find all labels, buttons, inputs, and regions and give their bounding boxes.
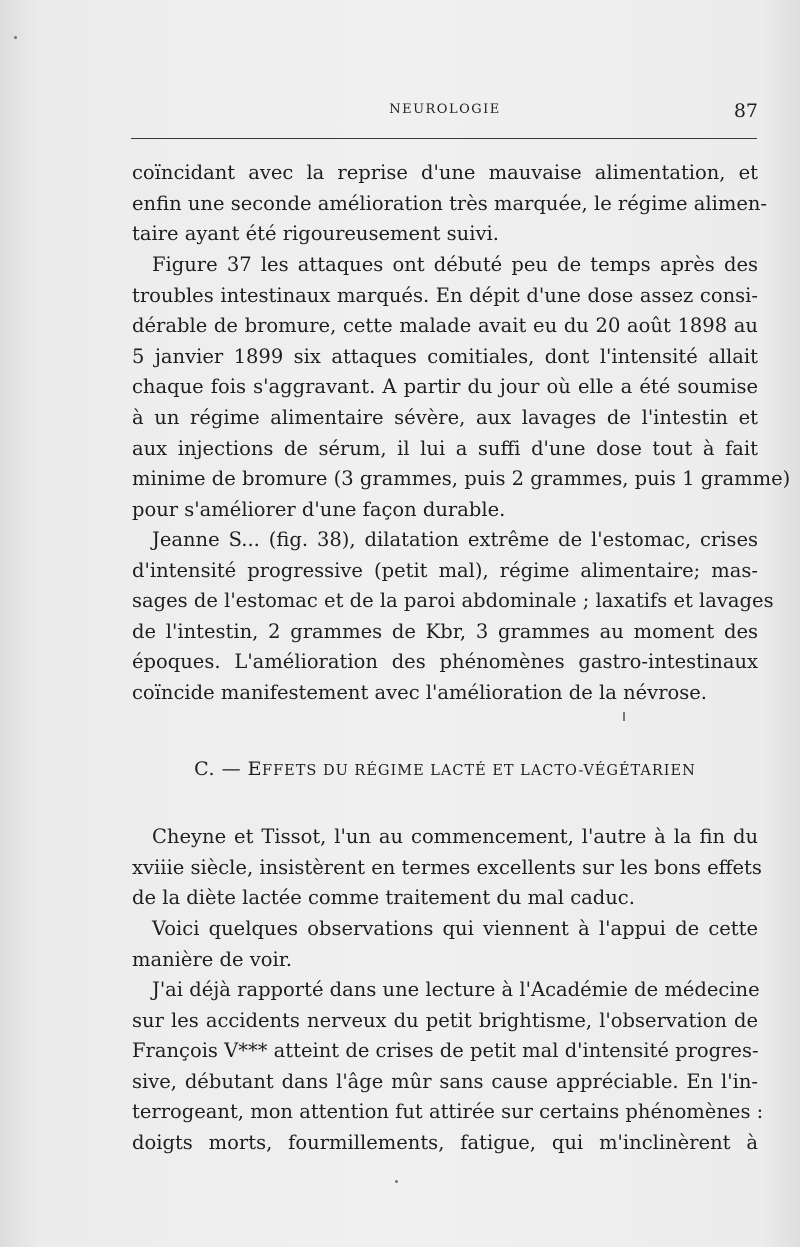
text-line: Voici quelques observations qui viennent à l'appui de cette <box>152 917 758 940</box>
text-line: xviiie siècle, insistèrent en termes excellents sur les bons effets <box>132 855 762 879</box>
paragraph-continuation <box>132 158 768 250</box>
section-heading-initial: E <box>247 758 263 780</box>
text-line: sive, débutant dans l'âge mûr sans cause appréciable. En l'in- <box>132 1069 758 1093</box>
running-title: NEUROLOGIE <box>389 102 501 117</box>
section-heading-title: FFETS DU RÉGIME LACTÉ ET LACTO-VÉGÉTARIEN <box>262 763 696 779</box>
text-line: Cheyne et Tissot, l'un au commencement, l'autre à la fin du <box>152 825 758 848</box>
text-line: dérable de bromure, cette malade avait eu du 20 août 1898 au <box>132 314 758 338</box>
text-line: J'ai déjà rapporté dans une lecture à l'Académie de médecine <box>152 978 760 1001</box>
text-line: taire ayant été rigoureusement suivi. <box>132 222 499 246</box>
text-line: époques. L'amélioration des phénomènes gastro-intestinaux <box>132 650 758 674</box>
text-line: coïncidant avec la reprise d'une mauvaise alimentation, et <box>132 161 758 184</box>
text-line: 5 janvier 1899 six attaques comitiales, dont l'intensité allait <box>132 344 758 368</box>
text-line: doigts morts, fourmillements, fatigue, qui m'inclinèrent à <box>132 1130 758 1154</box>
text-line: coïncide manifestement avec l'amélioration de la névrose. <box>132 680 708 704</box>
paragraph-cheyne-tissot <box>132 822 762 914</box>
text-line: pour s'améliorer d'une façon durable. <box>132 497 506 521</box>
page-number: 87 <box>733 100 758 122</box>
text-line: de l'intestin, 2 grammes de Kbr, 3 grammes au moment des <box>132 619 758 643</box>
text-line: chaque fois s'aggravant. A partir du jour où elle a été soumise <box>132 375 758 399</box>
text-line: d'intensité progressive (petit mal), régime alimentaire; mas- <box>132 558 758 582</box>
section-heading-prefix: C. — <box>194 758 248 780</box>
text-line: troubles intestinaux marqués. En dépit d'une dose assez consi- <box>132 283 758 307</box>
scan-speck <box>14 36 17 39</box>
text-line: Jeanne S... (fig. 38), dilatation extrême de l'estomac, crises <box>152 528 758 551</box>
text-line: sur les accidents nerveux du petit brightisme, l'observation de <box>132 1008 758 1032</box>
text-line: sages de l'estomac et de la paroi abdominale ; laxatifs et lavages <box>132 589 774 613</box>
text-line: Figure 37 les attaques ont débuté peu de temps après des <box>152 253 758 276</box>
header-rule <box>131 138 757 139</box>
text-line: à un régime alimentaire sévère, aux lavages de l'intestin et <box>132 405 758 429</box>
paragraph-figure-37 <box>132 250 791 525</box>
scan-speck <box>623 712 625 721</box>
text-line: terrogeant, mon attention fut attirée sur certains phénomènes : <box>132 1100 764 1124</box>
text-line: François V*** atteint de crises de petit mal d'intensité progres- <box>132 1039 759 1063</box>
paragraph-voici <box>132 914 758 975</box>
text-line: aux injections de sérum, il lui a suffi d'une dose tout à fait <box>132 436 758 460</box>
running-head <box>132 98 758 128</box>
paragraph-jeanne <box>132 525 774 709</box>
text-line: enfin une seconde amélioration très marquée, le régime alimen- <box>132 191 768 215</box>
paragraph-jai-deja <box>132 975 764 1159</box>
scan-speck <box>395 1180 398 1183</box>
text-line: manière de voir. <box>132 947 293 971</box>
text-line: de la diète lactée comme traitement du mal caduc. <box>132 886 635 910</box>
section-heading <box>132 758 758 780</box>
text-line: minime de bromure (3 grammes, puis 2 grammes, puis 1 gramme) <box>132 467 791 491</box>
